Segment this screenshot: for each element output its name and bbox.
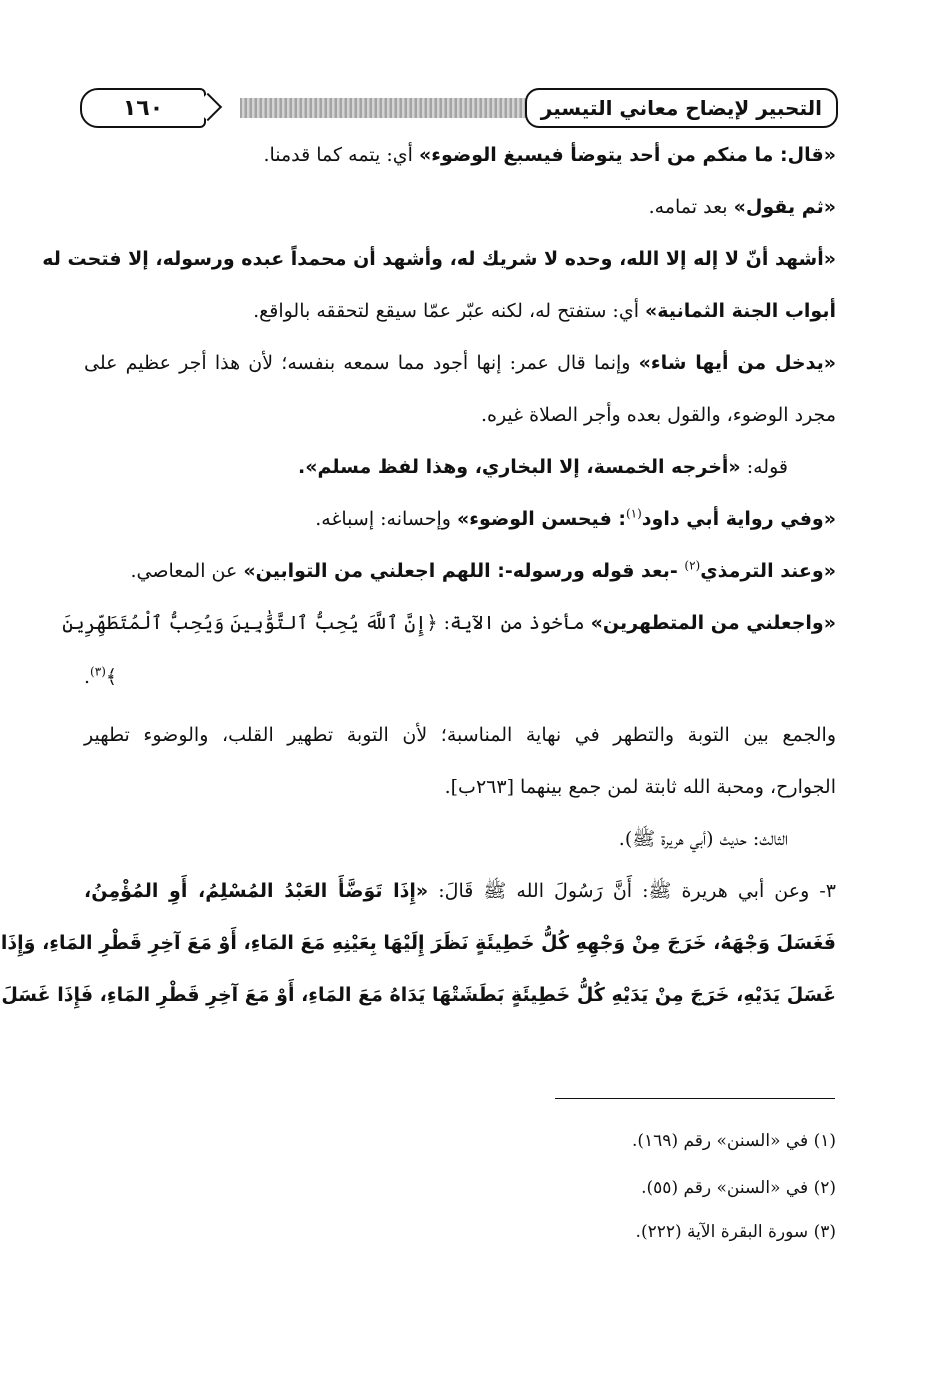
text-line — [84, 452, 788, 482]
text-run: الثالث: حديث (أبي هريرة ﷺ). — [618, 828, 788, 850]
text-run: «يدخل من أيها شاء» — [638, 352, 836, 374]
text-run: بعد تمامه. — [648, 196, 734, 218]
text-run: «قال: ما منكم من أحد يتوضأ فيسبغ الوضوء» — [418, 144, 836, 166]
text-run: والجمع بين التوبة والتطهر في نهاية المناسبة؛ لأن التوبة تطهير القلب، والوضوء تطهير — [84, 724, 836, 746]
text-line — [84, 772, 836, 802]
text-line — [84, 192, 836, 222]
text-line — [84, 296, 836, 326]
text-run: أي: يتمه كما قدمنا. — [263, 144, 419, 166]
text-line — [84, 140, 836, 170]
text-line — [84, 720, 836, 750]
footnote-2: (٢) في «السنن» رقم (٥٥). — [641, 1178, 836, 1198]
text-run: «ثم يقول» — [733, 196, 836, 218]
text-run: قوله: — [740, 456, 788, 478]
text-run: «أخرجه الخمسة، إلا البخاري، وهذا لفظ مسلم». — [297, 456, 741, 478]
text-line — [84, 662, 144, 692]
text-run: فَغَسَلَ وَجْهَهُ، خَرَجَ مِنْ وَجْهِهِ كُلُّ خَطِيئَةٍ نَظَرَ إِلَيْهَا بِعَيْنِهِ مَعَ المَاءِ، أَوْ مَعَ آخِرِ قَطْرِ المَاءِ، وَإِذَا — [0, 932, 836, 954]
text-line — [84, 556, 836, 586]
text-line — [84, 504, 836, 534]
text-run: غَسَلَ يَدَيْهِ، خَرَجَ مِنْ يَدَيْهِ كُلُّ خَطِيئَةٍ بَطَشَتْهَا يَدَاهُ مَعَ المَاءِ، أَوْ مَعَ آخِرِ قَطْرِ المَاءِ، فَإِذَا غَسَلَ — [1, 984, 836, 1006]
text-line — [0, 928, 836, 958]
text-run: : فيحسن الوضوء» — [457, 508, 626, 530]
text-line — [84, 876, 836, 906]
text-line — [1, 980, 836, 1010]
text-line — [84, 400, 836, 430]
text-run: وإحسانه: إسباغه. — [315, 508, 457, 530]
text-run: أي: ستفتح له، لكنه عبّر عمّا سيقع لتحققه بالواقع. — [253, 300, 646, 322]
footnote-3: (٣) سورة البقرة الآية (٢٢٢). — [635, 1222, 836, 1242]
book-title: التحبير لإيضاح معاني التيسير — [525, 88, 838, 128]
text-run: مجرد الوضوء، والقول بعده وأجر الصلاة غيره. — [480, 404, 836, 426]
text-run: وإنما قال عمر: إنها أجود مما سمعه بنفسه؛ لأن هذا أجر عظيم على — [84, 352, 639, 374]
text-run: أبواب الجنة الثمانية» — [645, 300, 836, 322]
footnote-1: (١) في «السنن» رقم (١٦٩). — [631, 1131, 836, 1151]
text-line — [84, 824, 788, 854]
running-header — [80, 88, 840, 128]
text-run: «وفي رواية أبي داود — [641, 508, 836, 530]
text-run: ﴾ — [105, 666, 118, 688]
text-run: -بعد قوله ورسوله-: اللهم اجعلني من التوابين» — [243, 560, 685, 582]
text-run: ٣- وعن أبي هريرة ﷺ: أَنَّ رَسُولَ الله ﷺ قَالَ: — [428, 880, 836, 902]
footnote-ref: (١) — [625, 506, 642, 521]
text-run: مأخوذ من الآية: ﴿إِنَّ ٱللَّهَ يُحِبُّ ٱلتَّوَّٰبِينَ وَيُحِبُّ ٱلْمُتَطَهِّرِينَ — [62, 612, 591, 634]
text-line — [84, 348, 836, 378]
text-run: الجوارح، ومحبة الله ثابتة لمن جمع بينهما [٢٦٣ب]. — [444, 776, 836, 798]
text-run: «إِذَا تَوَضَّأَ العَبْدُ المُسْلِمُ، أَوِ المُؤْمِنُ، — [84, 880, 429, 902]
footnote-ref: (٢) — [684, 558, 701, 573]
text-run: عن المعاصي. — [130, 560, 244, 582]
text-run: «وعند الترمذي — [700, 560, 836, 582]
page-number: ١٦٠ — [80, 88, 206, 128]
text-run: «واجعلني من المتطهرين» — [590, 612, 836, 634]
text-run: . — [84, 666, 91, 688]
footnote-ref: (٣) — [90, 664, 106, 679]
text-line — [62, 608, 836, 638]
text-run: «أشهد أنّ لا إله إلا الله، وحده لا شريك له، وأشهد أن محمداً عبده ورسوله، إلا فتحت له — [42, 248, 836, 270]
text-line — [42, 244, 836, 274]
footnote-separator — [555, 1098, 835, 1099]
